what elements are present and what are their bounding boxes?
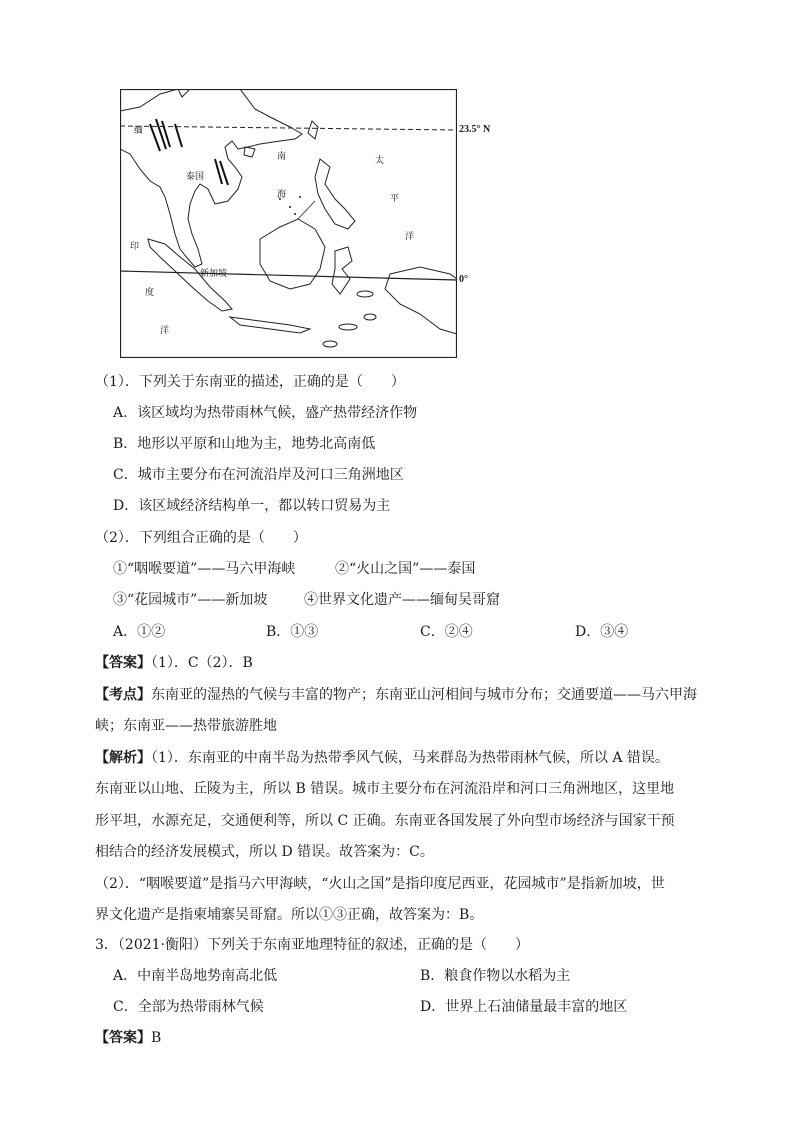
map-label-singapore: 新加坡	[200, 269, 228, 279]
map-label-south-sea-1: 南	[277, 152, 287, 162]
q2-item-1: ①“咽喉要道”——马六甲海峡	[113, 561, 296, 577]
map-label-pacific-1: 太	[375, 156, 385, 166]
q2-item-2: ②“火山之国”——泰国	[335, 561, 476, 577]
answer-3-tag: 【答案】	[95, 1030, 151, 1046]
jiexi-line-2: 东南亚以山地、丘陵为主，所以 B 错误。城市主要分布在河流沿岸和河口三角洲地区，这里地	[95, 781, 675, 797]
q2-option-c: C．②④	[420, 624, 473, 640]
q1-stem: （1）．下列关于东南亚的描述，正确的是（ ）	[95, 374, 405, 390]
answer-3-text: B	[151, 1030, 162, 1046]
jiexi-text-1: （1）．东南亚的中南半岛为热带季风气候，马来群岛为热带雨林气候，所以 A 错误。	[151, 750, 669, 766]
kaodian-tag: 【考点】	[95, 687, 151, 703]
jiexi-line-3: 形平坦，水源充足，交通便利等，所以 C 正确。东南亚各国发展了外向型市场经济与国家干预	[95, 813, 675, 829]
kaodian-line-1	[95, 685, 705, 705]
q3-option-a: A．中南半岛地势南高北低	[113, 968, 278, 984]
q2-option-b: B．①③	[266, 624, 319, 640]
southeast-asia-map	[120, 89, 457, 358]
map-label-south-sea-2: 海	[277, 190, 287, 200]
q2-item-3: ③“花园城市”——新加坡	[113, 592, 268, 608]
q2-option-a: A．①②	[113, 624, 166, 640]
answer-1	[95, 653, 705, 673]
jiexi-tag: 【解析】	[95, 750, 151, 766]
map-label-indian-2: 度	[145, 288, 155, 298]
map-label-thailand: 泰国	[186, 172, 205, 182]
q3-option-c: C．全部为热带雨林气候	[113, 999, 264, 1015]
q2-item-4: ④世界文化遗产——缅甸吴哥窟	[304, 592, 500, 608]
latitude-tropic-label: 23.5° N	[459, 124, 491, 135]
latitude-equator-label: 0°	[459, 274, 468, 285]
jiexi-line-1	[95, 748, 705, 768]
jiexi-line-6: 界文化遗产是指柬埔寨吴哥窟。所以①③正确，故答案为：B。	[95, 907, 484, 923]
q1-option-a: A．该区域均为热带雨林气候，盛产热带经济作物	[113, 405, 418, 421]
map-drawing	[120, 89, 457, 358]
map-label-pacific-3: 洋	[405, 232, 415, 242]
jiexi-line-4: 相结合的经济发展模式，所以 D 错误。故答案为：C。	[95, 844, 434, 860]
q2-stem: （2）．下列组合正确的是（ ）	[95, 530, 307, 546]
q1-option-d: D．该区域经济结构单一，都以转口贸易为主	[113, 498, 391, 514]
map-label-burma: 缅	[134, 126, 144, 136]
answer-text: （1）．C（2）．B	[151, 655, 253, 671]
kaodian-text-1: 东南亚的湿热的气候与丰富的物产；东南亚山河相间与城市分布；交通要道——马六甲海	[151, 687, 697, 703]
kaodian-line-2: 峡；东南亚——热带旅游胜地	[95, 718, 277, 734]
q2-option-d: D．③④	[575, 624, 629, 640]
q3-option-d: D．世界上石油储量最丰富的地区	[420, 999, 628, 1015]
q3-option-b: B．粮食作物以水稻为主	[420, 968, 571, 984]
answer-3	[95, 1028, 705, 1048]
map-label-pacific-2: 平	[390, 194, 400, 204]
answer-tag: 【答案】	[95, 655, 151, 671]
q3-stem: 3．（2021·衡阳）下列关于东南亚地理特征的叙述，正确的是（ ）	[95, 937, 529, 953]
jiexi-line-5: （2）．“咽喉要道”是指马六甲海峡，“火山之国”是指印度尼西亚，花园城市”是指新加坡，世	[95, 876, 665, 892]
map-label-indian-1: 印	[130, 242, 140, 252]
q1-option-b: B．地形以平原和山地为主，地势北高南低	[113, 436, 376, 452]
map-label-indian-3: 洋	[160, 326, 170, 336]
q1-option-c: C．城市主要分布在河流沿岸及河口三角洲地区	[113, 467, 404, 483]
